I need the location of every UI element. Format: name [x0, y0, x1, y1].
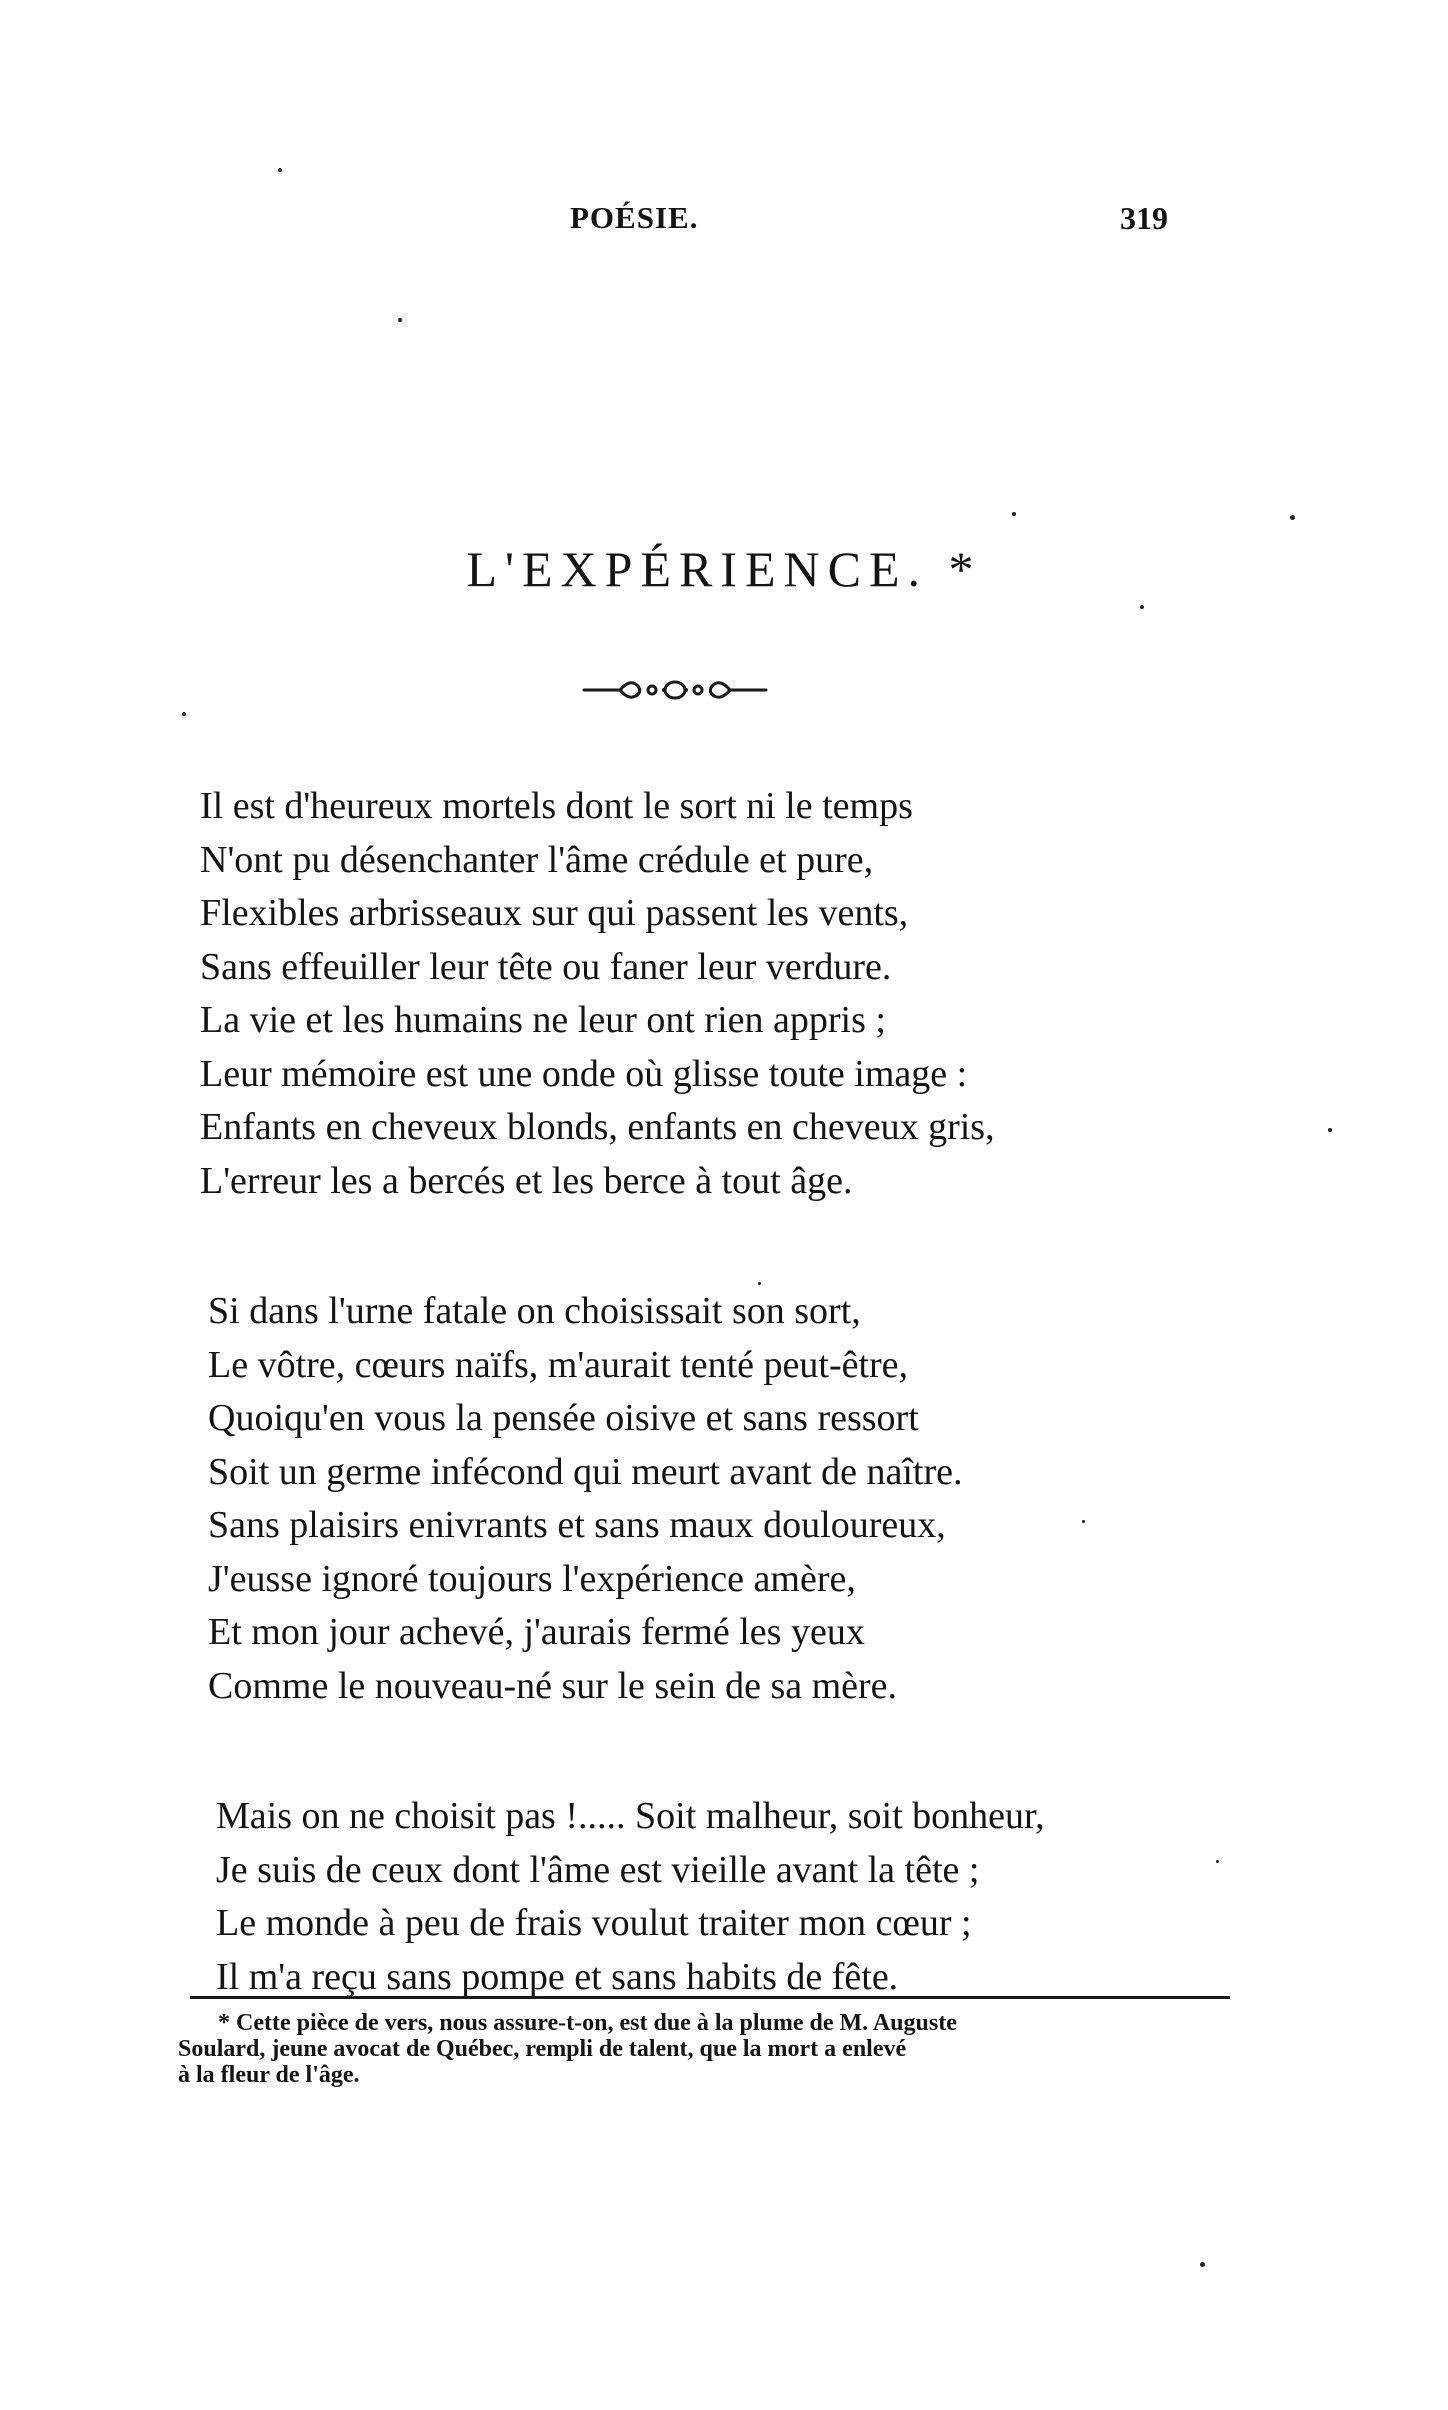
poem-line: Flexibles arbrisseaux sur qui passent les vents, — [200, 892, 909, 934]
poem-line: Mais on ne choisit pas !..... Soit malheur, soit bonheur, — [216, 1795, 1045, 1837]
page-header — [0, 200, 1448, 260]
poem-line: Comme le nouveau-né sur le sein de sa mère. — [208, 1664, 898, 1707]
print-speck — [1290, 515, 1295, 520]
print-speck — [398, 318, 402, 322]
print-speck — [1012, 512, 1016, 516]
poem-line: Si dans l'urne fatale on choisissait son sort, — [208, 1290, 861, 1332]
page-number: 319 — [1120, 200, 1168, 236]
print-speck — [1328, 1128, 1332, 1132]
poem-line: L'erreur les a bercés et les berce à tout âge. — [200, 1159, 853, 1202]
footnote-divider — [190, 1996, 1230, 1999]
footnote-line: à la fleur de l'âge. — [178, 2062, 360, 2088]
poem-line: Sans effeuiller leur tête ou faner leur verdure. — [200, 945, 892, 988]
print-speck — [1140, 605, 1144, 609]
stanza-1 — [200, 780, 995, 1208]
poem-line: Et mon jour achevé, j'aurais fermé les yeux — [208, 1611, 865, 1653]
print-speck — [278, 168, 282, 172]
poem-line: J'eusse ignoré toujours l'expérience amère, — [208, 1557, 856, 1600]
poem-line: Il m'a reçu sans pompe et sans habits de fête. — [216, 1955, 899, 1998]
fleuron-ornament-icon — [580, 670, 770, 710]
print-speck — [182, 712, 186, 716]
poem-line: Le monde à peu de frais voulut traiter mon cœur ; — [216, 1902, 972, 1944]
running-head: POÉSIE. — [570, 200, 699, 235]
poem-line: Enfants en cheveux blonds, enfants en cheveux gris, — [200, 1106, 995, 1148]
print-speck — [1200, 2262, 1205, 2267]
stanza-3 — [216, 1790, 1045, 2004]
print-speck — [1082, 1520, 1085, 1523]
stanza-2 — [208, 1285, 963, 1713]
poem-line: Quoiqu'en vous la pensée oisive et sans ressort — [208, 1397, 919, 1439]
poem-line: N'ont pu désenchanter l'âme crédule et pure, — [200, 838, 874, 881]
poem-line: Je suis de ceux dont l'âme est vieille avant la tête ; — [216, 1848, 980, 1891]
poem-line: Le vôtre, cœurs naïfs, m'aurait tenté peut-être, — [208, 1343, 909, 1386]
poem-line: Sans plaisirs enivrants et sans maux douloureux, — [208, 1504, 946, 1546]
poem-title: L'EXPÉRIENCE. * — [466, 541, 982, 597]
poem-line: La vie et les humains ne leur ont rien appris ; — [200, 999, 886, 1041]
print-speck — [758, 1282, 761, 1285]
print-speck — [1216, 1860, 1219, 1863]
footnote — [178, 2010, 1238, 2088]
footnote-line: Soulard, jeune avocat de Québec, rempli de talent, que la mort a enlevé — [178, 2036, 907, 2062]
footnote-line: * Cette pièce de vers, nous assure-t-on, est due à la plume de M. Auguste — [218, 2010, 957, 2036]
poem-line: Leur mémoire est une onde où glisse toute image : — [200, 1052, 968, 1095]
poem-line: Il est d'heureux mortels dont le sort ni le temps — [200, 785, 913, 827]
poem-line: Soit un germe infécond qui meurt avant de naître. — [208, 1450, 963, 1493]
